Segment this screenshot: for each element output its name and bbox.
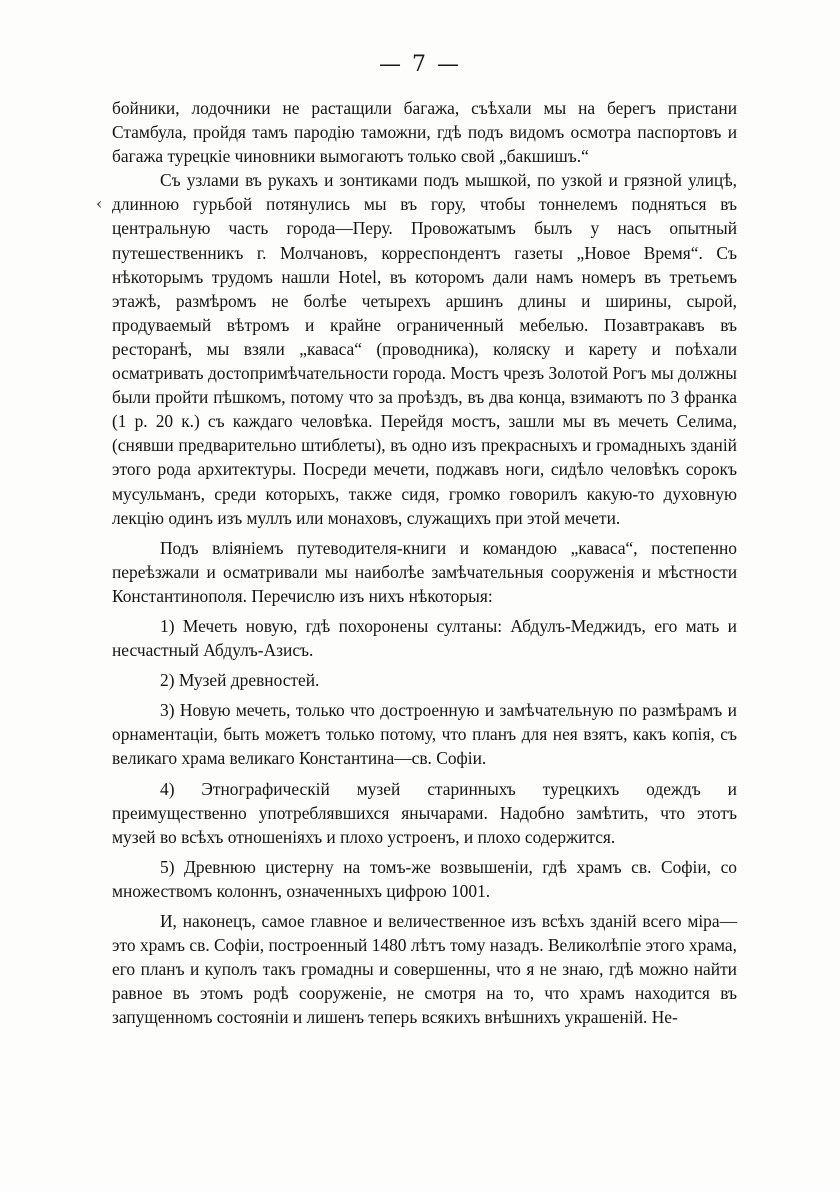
list-item-5: 5) Древнюю цистерну на томъ-же возвышеніи, гдѣ храмъ св. Софіи, со множествомъ колоннъ, означенныхъ цифрою 1001. <box>112 856 737 901</box>
list-item-1: 1) Мечеть новую, гдѣ похоронены султаны: Абдулъ-Меджидъ, его мать и несчастный Абдулъ-Азисъ. <box>112 615 737 661</box>
body-text <box>112 96 737 1029</box>
list-item-2: 2) Музей древностей. <box>160 670 320 691</box>
paragraph-sights-intro: Подъ вліяніемъ путеводителя-книги и командою „каваса“, постепенно переѣзжали и осматривали мы наиболѣе замѣчательныя сооруженія и мѣстности Константинополя. Перечислю изъ нихъ нѣкоторыя: <box>112 537 737 606</box>
paragraph-hagia-sophia: И, наконецъ, самое главное и величественное изъ всѣхъ зданій всего міра—это храмъ св. Софіи, построенный 1480 лѣтъ тому назадъ. Великолѣпіе этого храма, его планъ и куполъ такъ громадны и совершенны, что я не знаю, гдѣ можно найти равное въ этомъ родѣ сооруженіе, не смотря на то, что храмъ находится въ запущенномъ состояніи и лишенъ теперь всякихъ внѣшнихъ украшеній. Не- <box>112 911 737 1028</box>
paragraph-arrival-pera: Съ узлами въ рукахъ и зонтиками подъ мышкой, по узкой и грязной улицѣ, длинною гурьбой потянулись мы въ гору, чтобы тоннелемъ подняться въ центральную часть города—Перу. Провожатымъ былъ у насъ опытный путешественникъ г. Молчановъ, корреспондентъ газеты „Новое Время“. Съ нѣкоторымъ трудомъ нашли Hotel, въ которомъ дали намъ номеръ въ третьемъ этажѣ, размѣромъ не болѣе четырехъ аршинъ длины и ширины, сырой, продуваемый вѣтромъ и крайне ограниченный мебелью. Позавтракавъ въ ресторанѣ, мы взяли „каваса“ (проводника), коляску и карету и поѣхали осматривать достопримѣчательности города. Мостъ чрезъ Золотой Рогъ мы должны были пройти пѣшкомъ, потому что за проѣздъ, въ два конца, взимаютъ по 3 франка (1 р. 20 к.) съ каждаго человѣка. Перейдя мостъ, зашли мы въ мечеть Селима, (снявши предварительно штиблеты), въ одно изъ прекрасныхъ и громадныхъ зданій этого рода архитектуры. Посреди мечети, поджавъ ноги, сидѣло человѣкъ сорокъ мусульманъ, среди которыхъ, также сидя, громко говорилъ какую-то духовную лекцію одинъ изъ муллъ или монаховъ, служащихъ при этой мечети. <box>112 170 737 528</box>
margin-mark: ‹ <box>96 194 103 213</box>
list-item-4: 4) Этнографическій музей старинныхъ турецкихъ одеждъ и преимущественно употреблявшихся янычарами. Надобно замѣтить, что этотъ музей во всѣхъ отношеніяхъ и плохо устроенъ, и плохо содержится. <box>112 778 737 847</box>
page-number: — 7 — <box>379 52 461 77</box>
list-item-3: 3) Новую мечеть, только что достроенную и замѣчательную по размѣрамъ и орнаментаціи, быть можетъ только потому, что планъ для нея взятъ, какъ копія, съ великаго храма великаго Константина—св. Софіи. <box>112 700 737 769</box>
paragraph-continuation: бойники, лодочники не растащили багажа, съѣхали мы на берегъ пристани Стамбула, пройдя тамъ пародію таможни, гдѣ подъ видомъ осмотра паспортовъ и багажа турецкіе чиновники вымогаютъ только свой „бакшишъ.“ <box>112 98 737 167</box>
